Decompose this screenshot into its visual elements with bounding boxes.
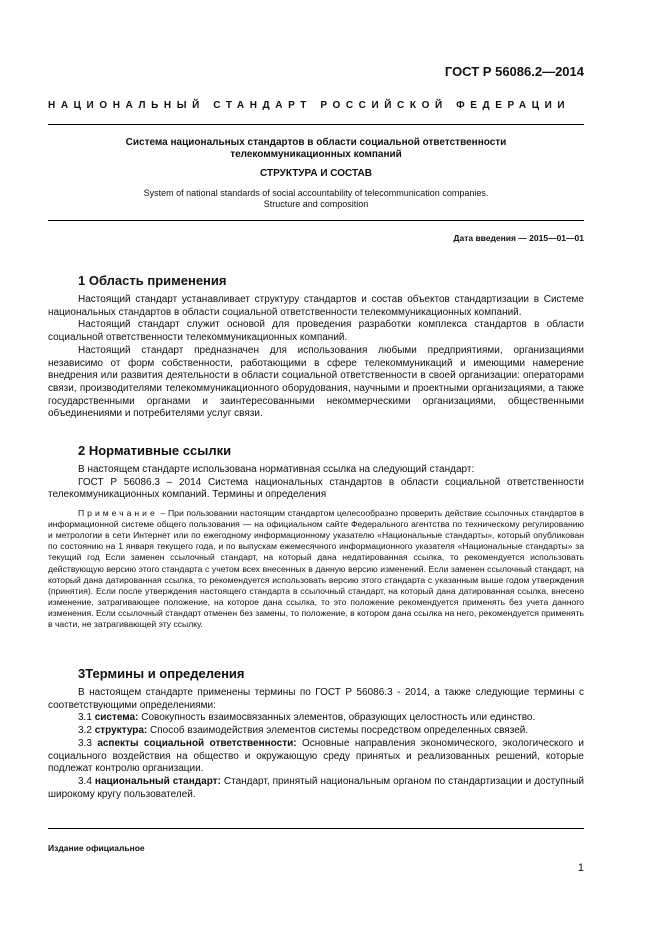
term-definition <box>48 738 584 776</box>
term-number: 3.4 <box>78 775 92 787</box>
title-line-2: телекоммуникационных компаний <box>230 149 402 160</box>
term-name: система: <box>94 712 139 724</box>
section-3-paragraph: В настоящем стандарте применены термины по ГОСТ Р 56086.3 - 2014, а также следующие термины с соответствующими определениями: <box>48 687 584 711</box>
term-definition <box>48 712 584 725</box>
section-2 <box>48 443 584 630</box>
edition-label: Издание официальное <box>48 843 145 853</box>
section-1-paragraph: Настоящий стандарт предназначен для использования любыми предприятиями, организациями независимо от форм собственности, работающими в сфере телекоммуникаций и имеющими намерение внедрения или развития деятельности в области социальной ответственности в своей организации: операторами связи, производителями телекоммуникационного оборудования, научными и проектными организациями, а также государственными органами и заинтересованными некоммерческими организациями, общественными объединениями и потребителями услуг связи. <box>48 344 584 420</box>
title-subtitle: СТРУКТУРА И СОСТАВ <box>260 168 372 179</box>
section-3-heading: 3Термины и определения <box>78 666 245 681</box>
page-number: 1 <box>577 862 584 874</box>
title-en-line-1: System of national standards of social accountability of telecommunication companies. <box>143 188 489 198</box>
divider <box>48 220 584 221</box>
section-3 <box>48 666 584 801</box>
term-name: аспекты социальной ответственности: <box>97 737 297 749</box>
note-text: – При пользовании настоящим стандартом целесообразно проверить действие ссылочных стандартов в информационной системе общего пользования — на официальном сайте Федерального агентства по техническому регулированию и метрологии в сети Интернет или по ежегодному информационному указателю «Национальные стандарты», который опубликован по состоянию на 1 января текущего года, и по выпускам ежемесячного информационного указателя «Национальные стандарты» за текущий год Если заменен ссылочный стандарт, на который дана недатированная ссылка, то рекомендуется использовать действующую версию этого стандарта с учетом всех внесенных в данную версию изменений. Если заменен ссылочный стандарт, на который дана датированная ссылка, то рекомендуется использовать версию этого стандарта с указанным выше годом утверждения (принятия). Если после утверждения настоящего стандарта в ссылочный стандарт, на который дана датированная ссылка, внесено изменение, затрагивающее положение, на которое дана ссылка, то это положение рекомендуется применять без учета данного изменения. Если ссылочный стандарт отменен без замены, то положение, в котором дана ссылка на него, рекомендуется применять в части, не затрагивающей эту ссылку. <box>48 508 584 630</box>
term-definition <box>48 725 584 738</box>
term-definition <box>48 776 584 801</box>
section-1-paragraph: Настоящий стандарт устанавливает структуру стандартов и состав объектов стандартизации в Системе национальных стандартов в области социальной ответственности телекоммуникационных компаний. <box>48 294 584 318</box>
term-number: 3.1 <box>78 712 92 724</box>
divider <box>48 828 584 829</box>
title-en-line-2: Structure and composition <box>263 199 369 209</box>
term-text: Совокупность взаимосвязанных элементов, образующих целостность или единство. <box>138 712 536 724</box>
reference-standard: ГОСТ Р 56086.3 – 2014 Система национальных стандартов в области социальной ответственности телекоммуникационных компаний. Термины и определения <box>48 476 584 501</box>
note-label: Примечание <box>78 508 158 519</box>
section-2-paragraph: В настоящем стандарте использована нормативная ссылка на следующий стандарт: <box>78 464 475 475</box>
introduction-date: Дата введения — 2015—01—01 <box>453 233 584 243</box>
term-number: 3.2 <box>78 725 92 737</box>
term-number: 3.3 <box>78 737 92 749</box>
note <box>48 508 584 630</box>
section-1-heading: 1 Область применения <box>78 273 227 288</box>
term-text: Способ взаимодействия элементов системы посредством определенных связей. <box>147 725 529 737</box>
section-2-heading: 2 Нормативные ссылки <box>78 443 232 458</box>
divider <box>48 124 584 125</box>
term-name: национальный стандарт: <box>94 775 221 787</box>
section-1-paragraph: Настоящий стандарт служит основой для проведения разработки комплекса стандартов в области социальной ответственности телекоммуникационных компаний. <box>48 319 584 344</box>
title-line-1: Система национальных стандартов в области социальной ответственности <box>125 137 507 148</box>
section-1 <box>48 273 584 421</box>
term-text: Основные направления экономического, экологического и социального воздействия на общество и окружающую среду принятых и реализованных решений, которые подлежат контролю организации. <box>48 737 584 775</box>
gost-code: ГОСТ Р 56086.2—2014 <box>444 64 584 79</box>
national-standard-heading: НАЦИОНАЛЬНЫЙ СТАНДАРТ РОССИЙСКОЙ ФЕДЕРАЦИИ <box>48 100 571 111</box>
term-name: структура: <box>94 725 148 737</box>
term-text: Стандарт, принятый национальным органом по стандартизации и доступный широкому кругу пользователей. <box>48 775 585 800</box>
